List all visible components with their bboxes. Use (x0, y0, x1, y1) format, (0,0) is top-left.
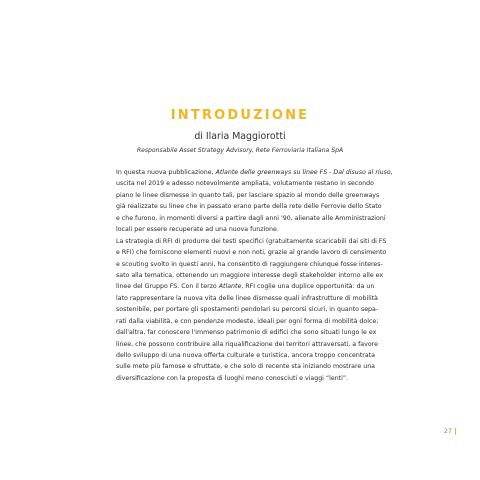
body-line-text: e scouting svolto in questi anni, ha consentito di raggiungere chiunque fosse interes- (116, 260, 383, 268)
body-line (116, 167, 393, 178)
body-line-text: lato rappresentare la nuova vita delle linee dismesse quali infrastrutture di mobilità (116, 294, 378, 302)
body-line (116, 339, 378, 350)
page-number-divider (455, 428, 456, 435)
body-line-text: già realizzate su linee che in passato erano parte della rete delle Ferrovie dello Stato (116, 203, 382, 211)
body-line (116, 361, 375, 372)
body-line-text: diversificazione con la proposta di luoghi meno conosciuti e viaggi “lenti”. (116, 374, 349, 382)
body-line-text: uscita nel 2019 e adesso notevolmente ampliata, volutamente restano in secondo (116, 180, 374, 188)
body-line-text: e che furono, in momenti diversi a partire dagli anni '90, alienate alle Amministrazioni (116, 214, 386, 222)
body-line (116, 304, 379, 315)
body-line-italic: Atlante (218, 283, 242, 291)
author-affiliation: Responsabile Asset Strategy Advisory, Rete Ferroviaria Italiana SpA (136, 147, 344, 154)
author-name: di Ilaria Maggiorotti (194, 131, 286, 142)
body-line-text: , (390, 169, 393, 176)
body-line-text: sostenibile, per portare gli spostamenti pendolari su percorsi sicuri, in quanto sepa- (116, 306, 379, 314)
body-line-text: locali per essere recuperate ad una nuova funzione. (116, 226, 279, 234)
body-line (116, 236, 387, 247)
body-line (116, 281, 375, 292)
body-line (116, 293, 378, 304)
body-line (116, 247, 387, 258)
body-line (116, 213, 386, 224)
body-line-text: piano le linee dismesse in quanto tali, per lasciare spazio al mondo delle greenways (116, 191, 380, 199)
body-line (116, 350, 375, 361)
body-line (116, 270, 384, 281)
body-line-italic: Atlante delle greenways su linee FS - Dal disuso al riuso (215, 169, 391, 176)
body-line-text: In questa nuova pubblicazione, (116, 169, 216, 176)
body-line (116, 190, 380, 201)
body-line-text: linee del Gruppo FS. Con il terzo (116, 283, 219, 291)
body-line (116, 178, 374, 189)
body-line-text: rati dalla viabilità, e con pendenze modeste, ideali per ogni forma di mobilità dolce; (116, 317, 379, 325)
page-number (444, 427, 456, 435)
body-line (116, 201, 382, 212)
body-line-text: , RFI coglie una duplice opportunità: da un (241, 283, 375, 291)
body-text (116, 167, 393, 384)
body-line (116, 373, 364, 384)
body-line-text: e RFI) che forniscono elementi nuovi e non noti, grazie al grande lavoro di censimento (116, 249, 387, 257)
body-line (116, 327, 377, 338)
body-line-text: dello sviluppo di una nuova offerta culturale e turistica, ancora troppo concentrata (116, 352, 375, 359)
body-line (116, 316, 379, 327)
body-line-text: linee, che possono contribuire alla riqualificazione dei territori attraversati, a favore (116, 340, 378, 348)
body-line (116, 259, 383, 270)
body-line-text: dall'altra, far conoscere l'immenso patrimonio di edifici che sono situati lungo le ex (116, 329, 377, 337)
body-line-text: sato alla tematica, ottenendo un maggiore interesse degli stakeholder intorno alle ex (116, 271, 384, 279)
page-title: INTRODUZIONE (170, 108, 310, 123)
page-number-value: 27 (443, 427, 452, 435)
body-line-text: La strategia di RFI di produrre dei testi specifici (gratuitamente scaricabili dai siti di FS (116, 237, 387, 245)
body-line-text: sulle mete più famose e sfruttate, e che solo di recente sta iniziando mostrare una (116, 363, 375, 371)
body-line (116, 224, 364, 235)
